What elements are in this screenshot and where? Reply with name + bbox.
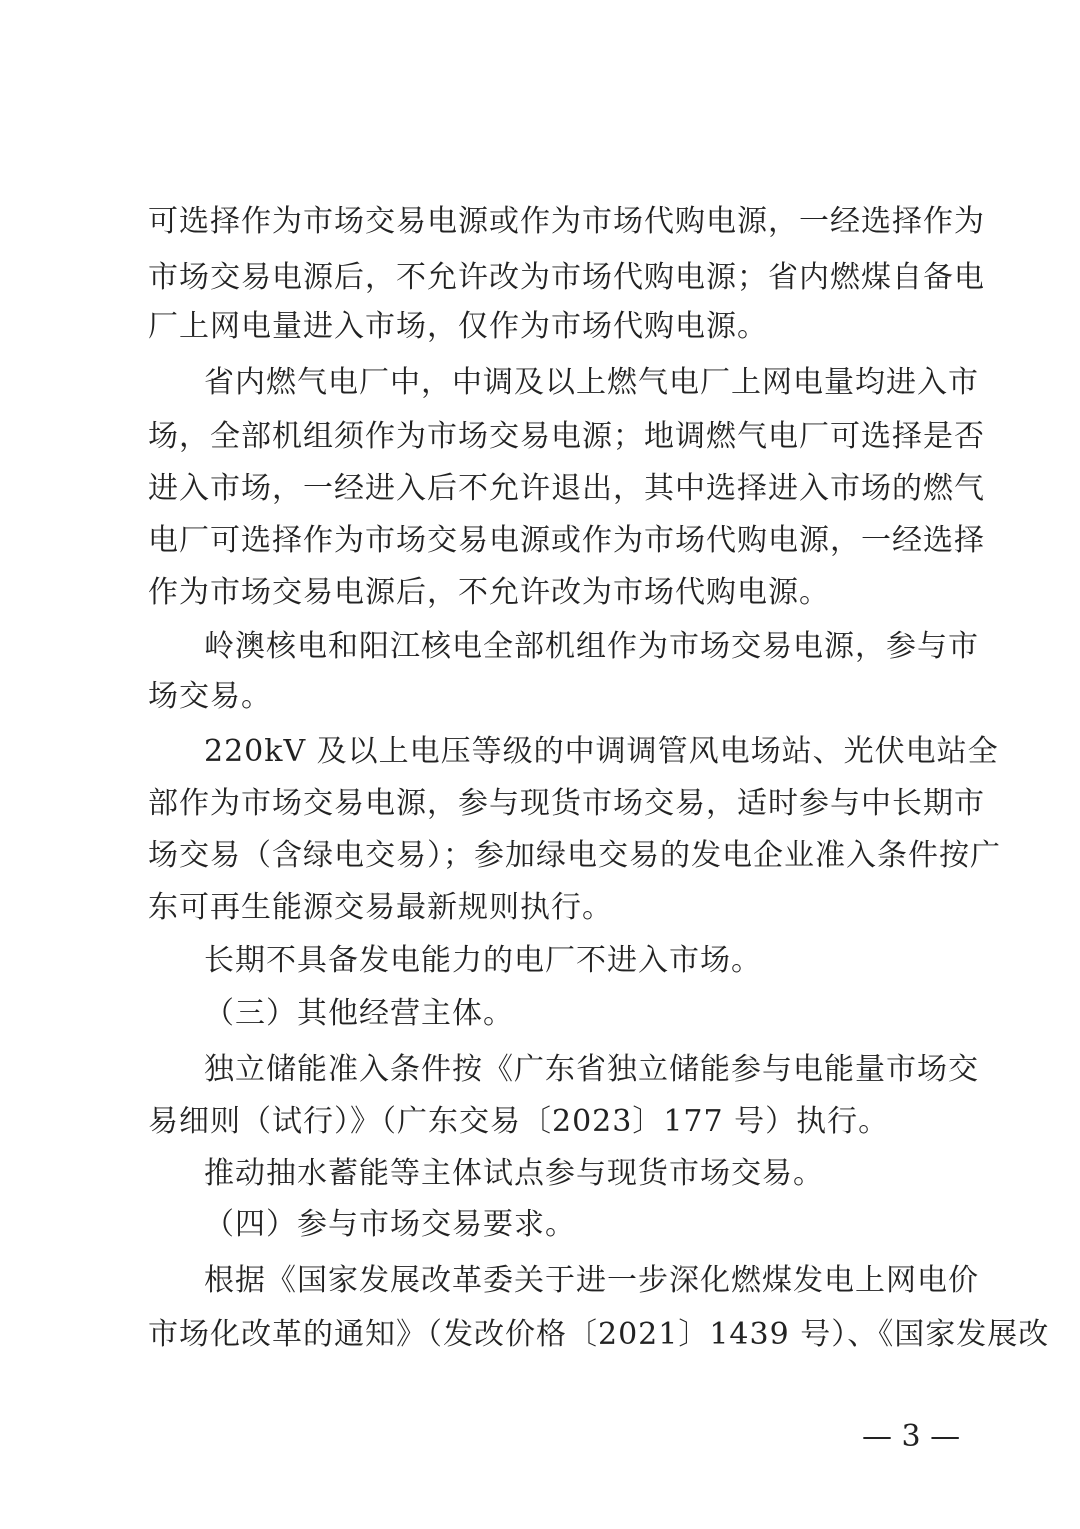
paragraph-start-line: 岭澳核电和阳江核电全部机组作为市场交易电源，参与市 [204, 629, 979, 664]
paragraph-start-line: 长期不具备发电能力的电厂不进入市场。 [204, 943, 762, 978]
paragraph-start-line: 220kV 及以上电压等级的中调调管风电场站、光伏电站全 [204, 734, 999, 769]
paragraph-start-line: 根据《国家发展改革委关于进一步深化燃煤发电上网电价 [204, 1263, 979, 1298]
paragraph-start-line: 推动抽水蓄能等主体试点参与现货市场交易。 [204, 1156, 824, 1191]
text-line: 作为市场交易电源后，不允许改为市场代购电源。 [148, 575, 830, 610]
page-number: — 3 — [862, 1419, 961, 1454]
text-line: 部作为市场交易电源，参与现货市场交易，适时参与中长期市 [148, 786, 985, 821]
text-line: 市场化改革的通知》（发改价格〔2021〕1439 号）、《国家发展改 [148, 1317, 1050, 1352]
text-line: 东可再生能源交易最新规则执行。 [148, 890, 613, 925]
text-line: 可选择作为市场交易电源或作为市场代购电源，一经选择作为 [148, 204, 985, 239]
text-line: 场交易。 [148, 679, 272, 714]
text-line: 电厂可选择作为市场交易电源或作为市场代购电源，一经选择 [148, 523, 985, 558]
text-line: 场，全部机组须作为市场交易电源；地调燃气电厂可选择是否 [148, 419, 985, 454]
section-heading: （四）参与市场交易要求。 [204, 1207, 576, 1242]
text-line: 进入市场，一经进入后不允许退出，其中选择进入市场的燃气 [148, 471, 985, 506]
section-heading: （三）其他经营主体。 [204, 996, 514, 1031]
paragraph-start-line: 独立储能准入条件按《广东省独立储能参与电能量市场交 [204, 1052, 979, 1087]
text-line: 市场交易电源后，不允许改为市场代购电源；省内燃煤自备电 [148, 260, 985, 295]
text-line: 厂上网电量进入市场，仅作为市场代购电源。 [148, 309, 768, 344]
paragraph-start-line: 省内燃气电厂中，中调及以上燃气电厂上网电量均进入市 [204, 365, 979, 400]
text-line: 场交易（含绿电交易）；参加绿电交易的发电企业准入条件按广 [148, 838, 1001, 873]
text-line: 易细则（试行）》（广东交易〔2023〕177 号）执行。 [148, 1104, 890, 1139]
